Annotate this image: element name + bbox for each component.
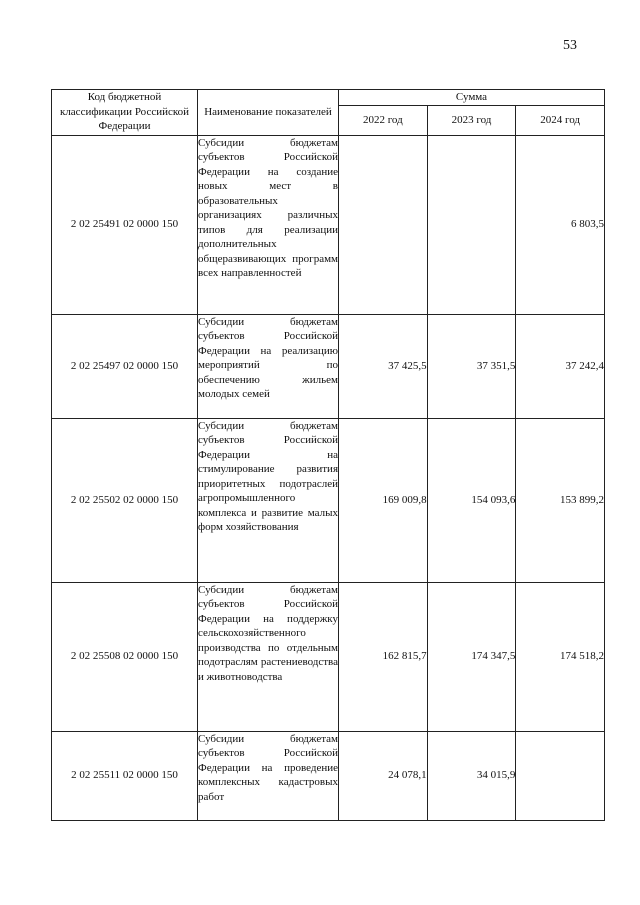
table-row <box>52 314 605 418</box>
budget-table <box>51 89 605 821</box>
value-2022: 162 815,7 <box>339 582 428 731</box>
header-year-2022: 2022 год <box>339 105 428 135</box>
value-2024 <box>516 731 605 820</box>
value-2023: 174 347,5 <box>427 582 516 731</box>
header-year-2024: 2024 год <box>516 105 605 135</box>
value-2024: 6 803,5 <box>516 135 605 314</box>
budget-code: 2 02 25491 02 0000 150 <box>52 135 198 314</box>
table-row <box>52 418 605 582</box>
indicator-name: Субсидии бюджетам субъектов Российской Федерации на реализацию мероприятий по обеспечению жильем молодых семей <box>198 314 339 418</box>
budget-code: 2 02 25508 02 0000 150 <box>52 582 198 731</box>
header-year-2023: 2023 год <box>427 105 516 135</box>
header-sum: Сумма <box>339 90 605 106</box>
budget-code: 2 02 25497 02 0000 150 <box>52 314 198 418</box>
value-2022: 37 425,5 <box>339 314 428 418</box>
page-number: 53 <box>563 38 577 53</box>
value-2022 <box>339 135 428 314</box>
value-2023: 34 015,9 <box>427 731 516 820</box>
budget-code: 2 02 25511 02 0000 150 <box>52 731 198 820</box>
budget-code: 2 02 25502 02 0000 150 <box>52 418 198 582</box>
table-row <box>52 582 605 731</box>
value-2023 <box>427 135 516 314</box>
indicator-name: Субсидии бюджетам субъектов Российской Федерации на стимулирование развития приоритетных подотраслей агропромышленного комплекса и развитие малых форм хозяйствования <box>198 418 339 582</box>
value-2024: 37 242,4 <box>516 314 605 418</box>
value-2023: 37 351,5 <box>427 314 516 418</box>
table-row <box>52 135 605 314</box>
indicator-name: Субсидии бюджетам субъектов Российской Федерации на поддержку сельскохозяйственного производства по отдельным подотраслям растениеводства и животноводства <box>198 582 339 731</box>
header-name: Наименование показателей <box>198 90 339 136</box>
table-row <box>52 731 605 820</box>
indicator-name: Субсидии бюджетам субъектов Российской Федерации на проведение комплексных кадастровых работ <box>198 731 339 820</box>
value-2024: 153 899,2 <box>516 418 605 582</box>
header-row <box>52 90 605 106</box>
header-code: Код бюджетной классификации Российской Федерации <box>52 90 198 136</box>
indicator-name: Субсидии бюджетам субъектов Российской Федерации на создание новых мест в образовательных организациях различных типов для реализации дополнительных общеразвивающих программ всех направленностей <box>198 135 339 314</box>
value-2022: 169 009,8 <box>339 418 428 582</box>
value-2022: 24 078,1 <box>339 731 428 820</box>
value-2023: 154 093,6 <box>427 418 516 582</box>
value-2024: 174 518,2 <box>516 582 605 731</box>
